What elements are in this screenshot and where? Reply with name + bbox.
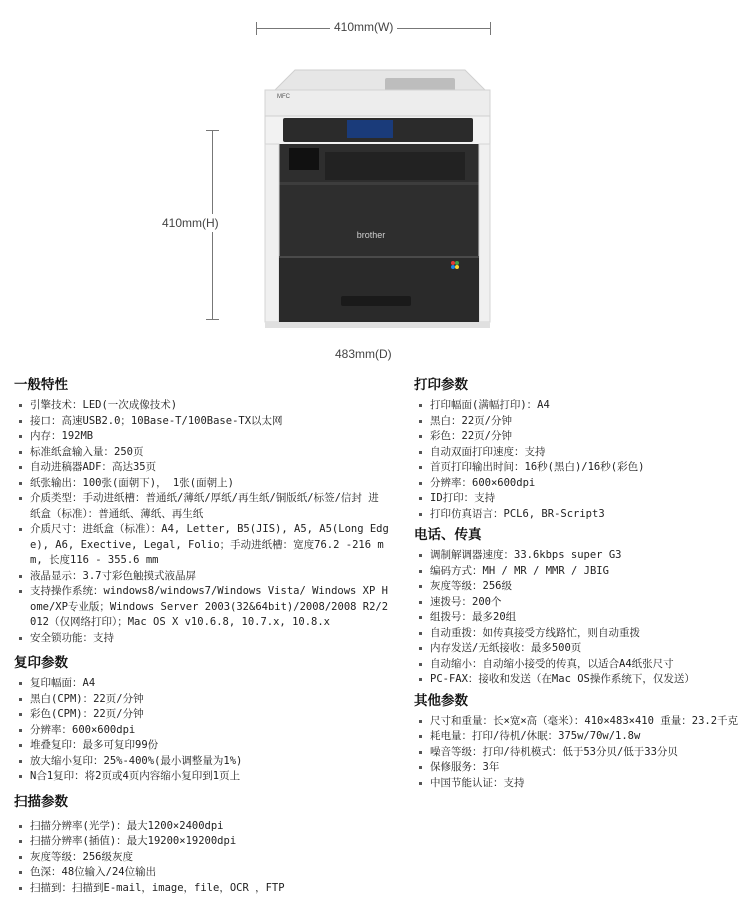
- left-column: [14, 376, 389, 900]
- section-title-other: 其他参数: [414, 692, 468, 708]
- list-item: 支持操作系统：windows8/windows7/Windows Vista/ Windows XP Home/XP专业版；Windows Server 2003(32&64bit)/2008/2008 R2/2012（仅网络打印）；Mac OS X v10.6.8, 10.7.x, 10.8.x: [14, 584, 389, 631]
- list-item: 自动重拨：如传真接受方线路忙，则自动重拨: [414, 626, 744, 642]
- list-item: 耗电量：打印/待机/休眠：375w/70w/1.8w: [414, 729, 744, 745]
- section-title-print: 打印参数: [414, 377, 468, 392]
- printer-model-badge: MFC: [277, 94, 290, 100]
- depth-dimension-label: 483mm(D): [335, 347, 392, 361]
- list-item: 速拨号：200个: [414, 595, 744, 611]
- height-dimension-tick-bottom: [206, 319, 219, 320]
- list-item: 灰度等级：256级: [414, 579, 744, 595]
- list-item: 分辨率：600×600dpi: [414, 476, 744, 492]
- list-item: 放大缩小复印：25%-400%(最小调整量为1%): [14, 754, 389, 770]
- list-item: 自动双面打印速度：支持: [414, 445, 744, 461]
- list-item: 内存：192MB: [14, 429, 389, 445]
- list-item: 打印幅面(满幅打印)：A4: [414, 398, 744, 414]
- list-item: 噪音等级：打印/待机模式：低于53分贝/低于33分贝: [414, 745, 744, 761]
- list-item: 保修服务：3年: [414, 760, 744, 776]
- section-title-scan: 扫描参数: [14, 793, 68, 809]
- list-item: 编码方式：MH / MR / MMR / JBIG: [414, 564, 744, 580]
- scan-list: [14, 819, 389, 897]
- list-item: 介质类型：手动进纸槽：普通纸/薄纸/厚纸/再生纸/铜版纸/标签/信封 进纸盒（标准）：普通纸、薄纸、再生纸: [14, 491, 389, 522]
- printer-brand-label: brother: [356, 230, 386, 240]
- list-item: 中国节能认证：支持: [414, 776, 744, 792]
- width-dimension-tick-left: [256, 22, 257, 35]
- list-item: 引擎技术：LED(一次成像技术): [14, 398, 389, 414]
- list-item: 扫描分辨率(光学)：最大1200×2400dpi: [14, 819, 389, 835]
- list-item: 内存发送/无纸接收：最多500页: [414, 641, 744, 657]
- list-item: ID打印：支持: [414, 491, 744, 507]
- right-column: [414, 376, 744, 795]
- fax-list: [414, 548, 744, 688]
- section-title-fax: 电话、传真: [414, 527, 482, 542]
- list-item: 介质尺寸：进纸盒（标准）：A4, Letter, B5(JIS), A5, A5(Long Edge), A6, Exective, Legal, Folio；手动进纸槽：宽度76.2 -216 mm, 长度116 - 355.6 mm: [14, 522, 389, 569]
- list-item: 黑白：22页/分钟: [414, 414, 744, 430]
- list-item: 堆叠复印：最多可复印99份: [14, 738, 389, 754]
- list-item: 自动进稿器ADF：高达35页: [14, 460, 389, 476]
- width-dimension-label: 410mm(W): [330, 20, 397, 34]
- other-list: [414, 714, 744, 792]
- list-item: 首页打印输出时间：16秒(黑白)/16秒(彩色): [414, 460, 744, 476]
- section-title-copy: 复印参数: [14, 655, 68, 670]
- list-item: 彩色：22页/分钟: [414, 429, 744, 445]
- general-list: [14, 398, 389, 646]
- list-item: 黑白(CPM)：22页/分钟: [14, 692, 389, 708]
- printer-illustration: [255, 60, 500, 340]
- list-item: 扫描分辨率(插值)：最大19200×19200dpi: [14, 834, 389, 850]
- list-item: 尺寸和重量：长×宽×高（毫米）：410×483×410 重量：23.2千克: [414, 714, 744, 730]
- height-dimension-label: 410mm(H): [162, 216, 219, 230]
- list-item: 液晶显示：3.7寸彩色触摸式液晶屏: [14, 569, 389, 585]
- list-item: 安全锁功能：支持: [14, 631, 389, 647]
- copy-list: [14, 676, 389, 785]
- list-item: N合1复印：将2页或4页内容缩小复印到1页上: [14, 769, 389, 785]
- list-item: PC-FAX：接收和发送（在Mac OS操作系统下，仅发送）: [414, 672, 744, 688]
- list-item: 扫描到：扫描到E-mail，image，file，OCR ，FTP: [14, 881, 389, 897]
- section-title-general: 一般特性: [14, 377, 68, 392]
- list-item: 灰度等级：256级灰度: [14, 850, 389, 866]
- list-item: 调制解调器速度：33.6kbps super G3: [414, 548, 744, 564]
- list-item: 接口：高速USB2.0；10Base-T/100Base-TX以太网: [14, 414, 389, 430]
- list-item: 组拨号：最多20组: [414, 610, 744, 626]
- width-dimension-tick-right: [490, 22, 491, 35]
- list-item: 色深：48位输入/24位输出: [14, 865, 389, 881]
- print-list: [414, 398, 744, 522]
- list-item: 纸张输出：100张(面朝下)， 1张(面朝上): [14, 476, 389, 492]
- list-item: 打印仿真语言：PCL6, BR-Script3: [414, 507, 744, 523]
- list-item: 彩色(CPM)：22页/分钟: [14, 707, 389, 723]
- height-dimension-tick-top: [206, 130, 219, 131]
- list-item: 分辨率：600×600dpi: [14, 723, 389, 739]
- list-item: 复印幅面：A4: [14, 676, 389, 692]
- list-item: 自动缩小：自动缩小接受的传真，以适合A4纸张尺寸: [414, 657, 744, 673]
- list-item: 标准纸盒输入量：250页: [14, 445, 389, 461]
